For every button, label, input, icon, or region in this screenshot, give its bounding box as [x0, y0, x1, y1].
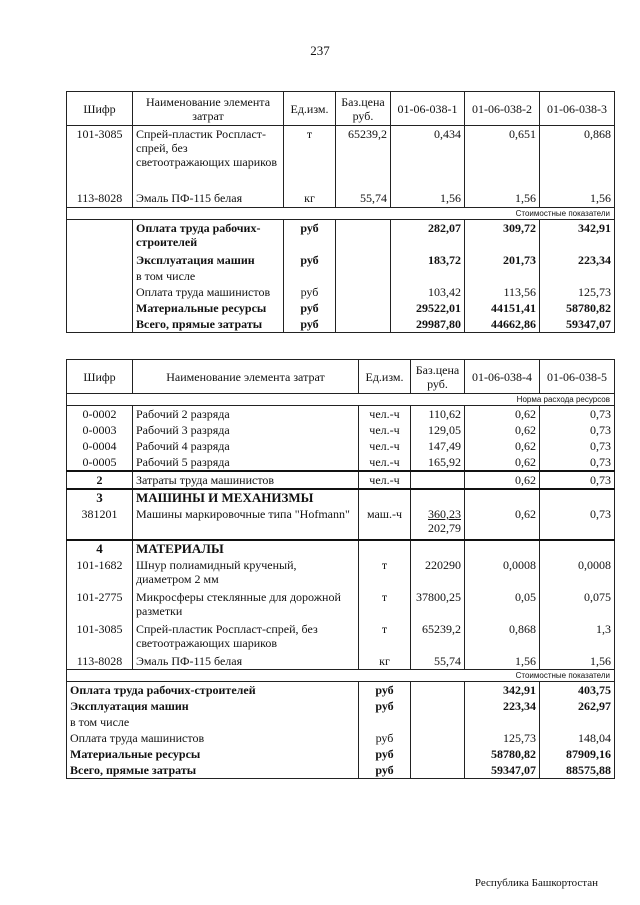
cost-value: 58780,82	[465, 746, 540, 762]
header-name: Наименование элемента затрат	[133, 360, 359, 394]
cost-unit: руб	[359, 730, 411, 746]
header-code: Шифр	[67, 92, 133, 126]
table-row	[67, 471, 615, 489]
table-row	[67, 438, 615, 454]
cost-name: Всего, прямые затраты	[67, 762, 359, 779]
table-row	[67, 621, 615, 653]
cell-name: Рабочий 5 разряда	[133, 454, 359, 471]
cell-unit: чел.-ч	[359, 422, 411, 438]
cost-name: Оплата труда машинистов	[133, 284, 284, 300]
cell-value: 1,56	[391, 190, 465, 208]
norm-label: Норма расхода ресурсов	[67, 394, 615, 406]
cell-price: 65239,2	[411, 621, 465, 653]
cell-name: Рабочий 3 разряда	[133, 422, 359, 438]
header-norm-4: 01-06-038-4	[465, 360, 540, 394]
cell-unit: чел.-ч	[359, 454, 411, 471]
cell-value: 1,56	[540, 653, 615, 670]
cost-row	[67, 284, 615, 300]
cell-name: Эмаль ПФ-115 белая	[133, 190, 284, 208]
cell-value: 0,73	[540, 454, 615, 471]
cost-value: 59347,07	[540, 316, 615, 333]
header-unit: Ед.изм.	[284, 92, 336, 126]
cell-unit: т	[359, 589, 411, 621]
cost-value: 29987,80	[391, 316, 465, 333]
cell-price: 220290	[411, 557, 465, 589]
cell-code: 0-0003	[67, 422, 133, 438]
cost-name: Материальные ресурсы	[133, 300, 284, 316]
cell-price: 110,62	[411, 406, 465, 423]
cell-value: 1,56	[540, 190, 615, 208]
table-row	[67, 589, 615, 621]
table-row	[67, 126, 615, 190]
cost-value: 309,72	[465, 220, 540, 252]
cell-price: 165,92	[411, 454, 465, 471]
table-row	[67, 557, 615, 589]
cost-name: Оплата труда машинистов	[67, 730, 359, 746]
cost-unit: руб	[359, 762, 411, 779]
cell-unit: маш.-ч	[359, 506, 411, 540]
cell-value: 0,62	[465, 422, 540, 438]
cell-code: 101-3085	[67, 621, 133, 653]
cell-value: 0,434	[391, 126, 465, 190]
cost-value: 282,07	[391, 220, 465, 252]
cost-value: 342,91	[540, 220, 615, 252]
section-code: 4	[67, 540, 133, 557]
table-row	[67, 506, 615, 540]
cost-value: 103,42	[391, 284, 465, 300]
cell-name: Микросферы стеклянные для дорожной разметки	[133, 589, 359, 621]
cell-value: 1,56	[465, 190, 540, 208]
cell-unit: чел.-ч	[359, 438, 411, 454]
section-row	[67, 540, 615, 557]
header-code: Шифр	[67, 360, 133, 394]
cost-unit: руб	[284, 316, 336, 333]
cell-value: 0,73	[540, 422, 615, 438]
cell-value: 0,73	[540, 471, 615, 489]
cost-unit: руб	[284, 252, 336, 268]
section-row	[67, 489, 615, 506]
cell-unit: т	[359, 557, 411, 589]
cost-row	[67, 682, 615, 699]
cost-row	[67, 252, 615, 268]
header-norm-5: 01-06-038-5	[540, 360, 615, 394]
cost-unit: руб	[359, 698, 411, 714]
section-title: МАТЕРИАЛЫ	[133, 540, 359, 557]
cell-unit: т	[359, 621, 411, 653]
table-row	[67, 406, 615, 423]
cell-value: 1,3	[540, 621, 615, 653]
cost-value: 125,73	[465, 730, 540, 746]
table-row	[67, 653, 615, 670]
cell-unit: кг	[284, 190, 336, 208]
header-norm-3: 01-06-038-3	[540, 92, 615, 126]
header-price: Баз.цена руб.	[336, 92, 391, 126]
cost-table-1	[66, 91, 615, 333]
cell-price: 37800,25	[411, 589, 465, 621]
cell-name: Шнур полиамидный крученый, диаметром 2 мм	[133, 557, 359, 589]
cell-price: 55,74	[411, 653, 465, 670]
cell-value: 0,868	[540, 126, 615, 190]
table-row	[67, 454, 615, 471]
header-norm-2: 01-06-038-2	[465, 92, 540, 126]
cost-value: 87909,16	[540, 746, 615, 762]
cost-indicators-label: Стоимостные показатели	[67, 208, 615, 220]
cell-name: Машины маркировочные типа "Hofmann"	[133, 506, 359, 540]
cost-value: 58780,82	[540, 300, 615, 316]
cost-value: 59347,07	[465, 762, 540, 779]
cell-unit: кг	[359, 653, 411, 670]
cost-name: в том числе	[133, 268, 284, 284]
section-title: МАШИНЫ И МЕХАНИЗМЫ	[133, 489, 359, 506]
cost-name: Оплата труда рабочих-строителей	[67, 682, 359, 699]
header-price: Баз.цена руб.	[411, 360, 465, 394]
cell-code: 113-8028	[67, 653, 133, 670]
cell-code: 2	[67, 471, 133, 489]
subheader-row	[67, 394, 615, 406]
subheader-row	[67, 670, 615, 682]
cost-value: 183,72	[391, 252, 465, 268]
section-code: 3	[67, 489, 133, 506]
cell-value: 0,62	[465, 406, 540, 423]
cell-code: 113-8028	[67, 190, 133, 208]
cost-row	[67, 220, 615, 252]
cell-price: 55,74	[336, 190, 391, 208]
cell-code: 0-0005	[67, 454, 133, 471]
cell-code: 0-0002	[67, 406, 133, 423]
cost-name: в том числе	[67, 714, 359, 730]
cell-code: 381201	[67, 506, 133, 540]
cell-value: 1,56	[465, 653, 540, 670]
footer-region: Республика Башкортостан	[474, 877, 598, 889]
page-number: 237	[310, 43, 330, 58]
cell-name: Затраты труда машинистов	[133, 471, 359, 489]
cell-name: Спрей-пластик Роспласт-спрей, без светоотражающих шариков	[133, 126, 284, 190]
cell-unit: т	[284, 126, 336, 190]
cost-value: 125,73	[540, 284, 615, 300]
cost-value: 342,91	[465, 682, 540, 699]
cell-value: 0,868	[465, 621, 540, 653]
cost-name: Всего, прямые затраты	[133, 316, 284, 333]
cost-value: 44151,41	[465, 300, 540, 316]
cell-code: 101-2775	[67, 589, 133, 621]
cell-value: 0,62	[465, 471, 540, 489]
cost-value: 44662,86	[465, 316, 540, 333]
cell-price: 129,05	[411, 422, 465, 438]
cost-value: 201,73	[465, 252, 540, 268]
cell-value: 0,73	[540, 506, 615, 540]
cell-name: Рабочий 4 разряда	[133, 438, 359, 454]
cost-name: Эксплуатация машин	[67, 698, 359, 714]
cost-row	[67, 762, 615, 779]
header-name: Наименование элемента затрат	[133, 92, 284, 126]
cost-row	[67, 316, 615, 333]
cell-value: 0,62	[465, 454, 540, 471]
cost-unit: руб	[284, 220, 336, 252]
cell-value: 0,73	[540, 438, 615, 454]
cell-value: 0,0008	[465, 557, 540, 589]
table-row	[67, 422, 615, 438]
cost-unit: руб	[359, 682, 411, 699]
cell-code: 0-0004	[67, 438, 133, 454]
cost-value: 113,56	[465, 284, 540, 300]
cell-value: 0,62	[465, 438, 540, 454]
cost-name: Оплата труда рабочих-строителей	[133, 220, 284, 252]
cost-row	[67, 268, 615, 284]
cell-value: 0,62	[465, 506, 540, 540]
subheader-row	[67, 208, 615, 220]
cost-unit: руб	[284, 284, 336, 300]
cost-value: 223,34	[540, 252, 615, 268]
cell-unit: чел.-ч	[359, 406, 411, 423]
cost-unit: руб	[284, 300, 336, 316]
cost-table-2	[66, 359, 615, 779]
cell-code: 101-1682	[67, 557, 133, 589]
cell-value: 0,651	[465, 126, 540, 190]
cell-name: Рабочий 2 разряда	[133, 406, 359, 423]
cost-row	[67, 746, 615, 762]
price-secondary: 202,79	[428, 521, 461, 535]
cost-value: 223,34	[465, 698, 540, 714]
cost-row	[67, 730, 615, 746]
cell-code: 101-3085	[67, 126, 133, 190]
cell-value: 0,0008	[540, 557, 615, 589]
cell-name: Эмаль ПФ-115 белая	[133, 653, 359, 670]
header-norm-1: 01-06-038-1	[391, 92, 465, 126]
cost-value: 403,75	[540, 682, 615, 699]
header-unit: Ед.изм.	[359, 360, 411, 394]
cost-unit: руб	[359, 746, 411, 762]
cost-name: Материальные ресурсы	[67, 746, 359, 762]
cell-price: 147,49	[411, 438, 465, 454]
cell-price: 65239,2	[336, 126, 391, 190]
cost-row	[67, 300, 615, 316]
cost-indicators-label: Стоимостные показатели	[67, 670, 615, 682]
cell-value: 0,075	[540, 589, 615, 621]
cell-price	[411, 506, 465, 540]
cost-name: Эксплуатация машин	[133, 252, 284, 268]
cost-row	[67, 714, 615, 730]
cell-unit: чел.-ч	[359, 471, 411, 489]
cell-name: Спрей-пластик Роспласт-спрей, без светоотражающих шариков	[133, 621, 359, 653]
cost-value: 88575,88	[540, 762, 615, 779]
cost-value: 29522,01	[391, 300, 465, 316]
cell-value: 0,73	[540, 406, 615, 423]
cost-row	[67, 698, 615, 714]
cost-value: 148,04	[540, 730, 615, 746]
price-primary: 360,23	[428, 507, 461, 521]
cost-value: 262,97	[540, 698, 615, 714]
cell-value: 0,05	[465, 589, 540, 621]
table-row	[67, 190, 615, 208]
